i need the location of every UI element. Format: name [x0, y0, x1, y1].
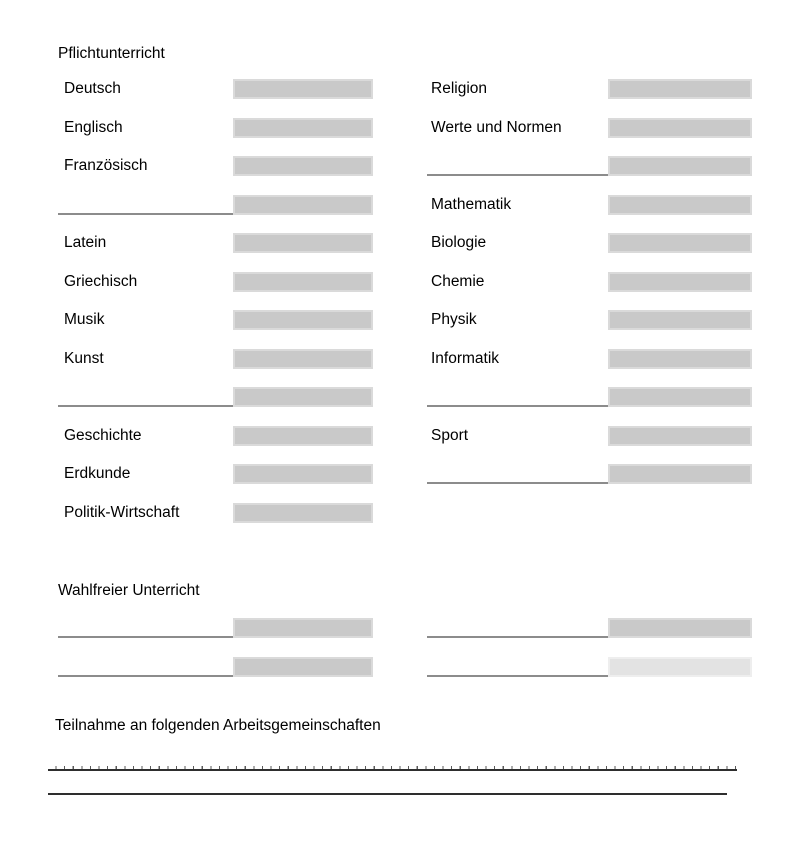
subject-row-franzoesisch — [58, 156, 373, 176]
grade-box[interactable] — [233, 233, 373, 253]
subject-row-musik — [58, 310, 373, 330]
blank-subject-row — [58, 618, 373, 638]
grade-box[interactable] — [233, 195, 373, 215]
subject-row-latein — [58, 233, 373, 253]
subject-label: Chemie — [431, 272, 485, 290]
grade-box[interactable] — [608, 387, 752, 407]
section-title-pflichtunterricht: Pflichtunterricht — [58, 45, 165, 62]
subject-label: Geschichte — [64, 426, 142, 444]
grade-box[interactable] — [608, 310, 752, 330]
subject-label: Religion — [431, 80, 488, 97]
subject-label: Werte und Normen — [431, 118, 562, 136]
section-title-arbeitsgemeinschaften: Teilnahme an folgenden Arbeitsgemeinschaften — [55, 717, 381, 734]
grade-box[interactable] — [608, 156, 752, 176]
pflicht-left-column — [58, 79, 373, 541]
grade-box[interactable] — [233, 118, 373, 138]
subject-label: Englisch — [64, 118, 123, 136]
blank-subject-row — [427, 156, 752, 176]
subject-write-in-line[interactable] — [427, 387, 608, 407]
subject-row-biologie — [427, 233, 752, 253]
wahlfrei-left-column — [58, 618, 373, 695]
subject-label: Politik-Wirtschaft — [64, 503, 180, 521]
subject-label: Latein — [64, 234, 107, 251]
ag-write-in-line-1[interactable] — [48, 765, 737, 771]
grade-box[interactable] — [608, 118, 752, 138]
subject-write-in-line[interactable] — [58, 657, 233, 677]
subject-label: Sport — [431, 426, 469, 444]
grade-box-light[interactable] — [608, 657, 752, 677]
subject-row-physik — [427, 310, 752, 330]
subject-write-in-line[interactable] — [58, 195, 233, 215]
grade-box[interactable] — [233, 426, 373, 446]
subject-write-in-line[interactable] — [427, 618, 608, 638]
grade-box[interactable] — [233, 79, 373, 99]
subject-row-kunst — [58, 349, 373, 369]
grade-box[interactable] — [608, 272, 752, 292]
subject-row-chemie — [427, 272, 752, 292]
grade-box[interactable] — [608, 79, 752, 99]
grade-box[interactable] — [233, 503, 373, 523]
subject-label: Physik — [431, 311, 477, 328]
grade-box[interactable] — [233, 387, 373, 407]
subject-label: Biologie — [431, 234, 487, 251]
ag-write-in-line-2[interactable] — [48, 793, 727, 795]
subject-row-informatik — [427, 349, 752, 369]
subject-write-in-line[interactable] — [427, 657, 608, 677]
subject-row-geschichte — [58, 426, 373, 446]
pflicht-right-column — [427, 79, 752, 503]
subject-row-erdkunde — [58, 464, 373, 484]
subject-label: Griechisch — [64, 272, 138, 290]
subject-write-in-line[interactable] — [427, 156, 608, 176]
blank-subject-row — [427, 464, 752, 484]
blank-subject-row — [58, 387, 373, 407]
grade-box[interactable] — [233, 349, 373, 369]
blank-subject-row — [427, 657, 752, 677]
grade-box[interactable] — [608, 233, 752, 253]
subject-row-werte-und-normen — [427, 118, 752, 138]
subject-row-sport — [427, 426, 752, 446]
subject-row-griechisch — [58, 272, 373, 292]
blank-subject-row — [427, 618, 752, 638]
blank-subject-row — [58, 195, 373, 215]
grade-box[interactable] — [233, 156, 373, 176]
subject-label: Deutsch — [64, 80, 121, 97]
subject-label: Informatik — [431, 349, 500, 367]
grade-box[interactable] — [608, 618, 752, 638]
wahlfrei-right-column — [427, 618, 752, 695]
subject-row-politik-wirtschaft — [58, 503, 373, 523]
subject-row-deutsch — [58, 79, 373, 99]
grade-box[interactable] — [608, 349, 752, 369]
section-title-wahlfreier-unterricht: Wahlfreier Unterricht — [58, 582, 200, 599]
grade-box[interactable] — [233, 464, 373, 484]
subject-write-in-line[interactable] — [58, 618, 233, 638]
blank-subject-row — [58, 657, 373, 677]
grade-box[interactable] — [233, 272, 373, 292]
subject-label: Französisch — [64, 157, 148, 174]
subject-label: Kunst — [64, 349, 104, 367]
subject-row-religion — [427, 79, 752, 99]
grade-box[interactable] — [233, 310, 373, 330]
subject-row-mathematik — [427, 195, 752, 215]
subject-write-in-line[interactable] — [58, 387, 233, 407]
subject-label: Mathematik — [431, 195, 512, 213]
subject-label: Musik — [64, 311, 105, 328]
grade-box[interactable] — [233, 618, 373, 638]
subject-row-englisch — [58, 118, 373, 138]
blank-subject-row — [427, 387, 752, 407]
subject-write-in-line[interactable] — [427, 464, 608, 484]
grade-box[interactable] — [608, 464, 752, 484]
grade-box[interactable] — [608, 426, 752, 446]
grade-box[interactable] — [233, 657, 373, 677]
grade-box[interactable] — [608, 195, 752, 215]
subject-label: Erdkunde — [64, 465, 131, 482]
